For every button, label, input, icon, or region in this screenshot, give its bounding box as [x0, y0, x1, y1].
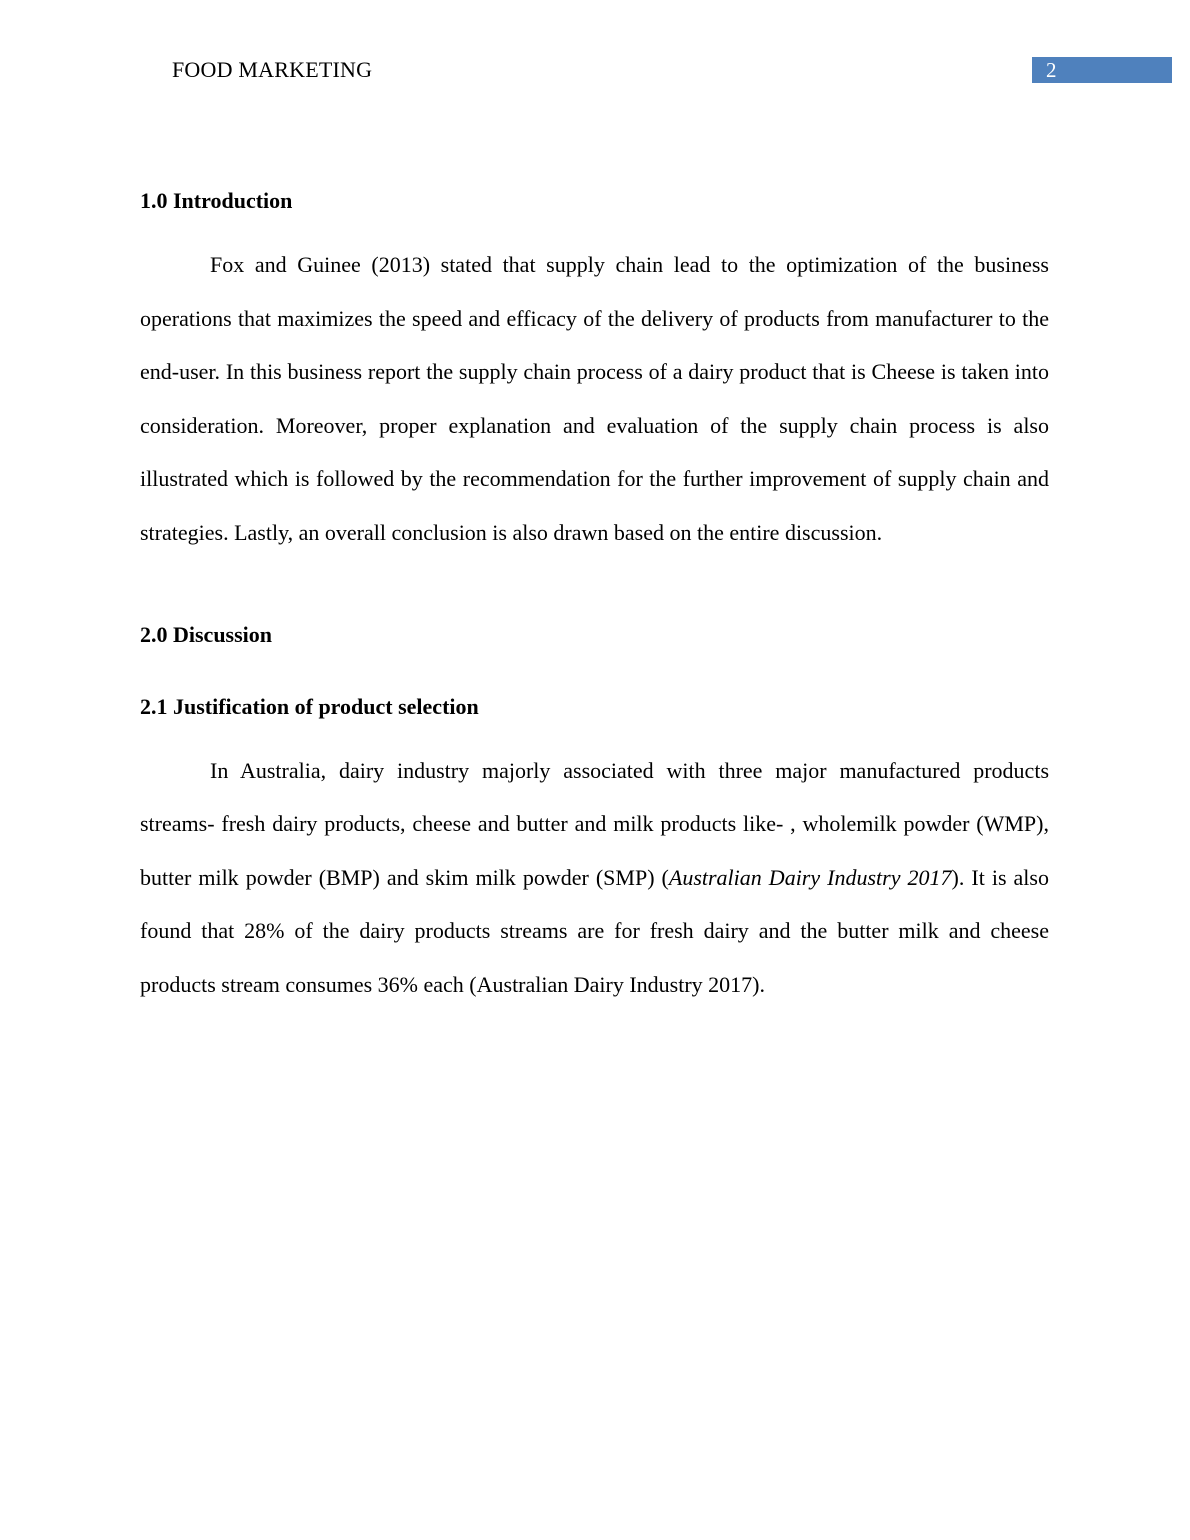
- heading-introduction: 1.0 Introduction: [140, 188, 293, 213]
- paragraph-introduction: Fox and Guinee (2013) stated that supply chain lead to the optimization of the business operations that maximizes the speed and efficacy of the delivery of products from manufacturer to the end-user. In this business report the supply chain process of a dairy product that is Cheese is taken into consideration. Moreover, proper explanation and evaluation of the supply chain process is also illustrated which is followed by the recommendation for the further improvement of supply chain and strategies. Lastly, an overall conclusion is also drawn based on the entire discussion.: [140, 252, 1049, 545]
- paragraph-justification: [140, 744, 1049, 1012]
- paragraph-justification-text-2: ). It is also found that 28% of the dairy products streams are for fresh dairy and the butter milk and cheese products stream consumes 36% each (Australian Dairy Industry 2017).: [140, 864, 1049, 997]
- paragraph-justification-text-1: In Australia, dairy industry majorly associated with three major manufactured products streams- fresh dairy products, cheese and butter and milk products like- , wholemilk powder (WMP), butter milk powder (BMP) and skim milk powder (SMP) (: [140, 757, 1049, 890]
- heading-justification: 2.1 Justification of product selection: [140, 693, 479, 719]
- document-body: [140, 186, 1049, 1012]
- heading-discussion: 2.0 Discussion: [140, 621, 273, 647]
- citation-australian-dairy-industry: Australian Dairy Industry 2017: [668, 864, 952, 890]
- page-number: 2: [1032, 57, 1172, 83]
- running-header-title: FOOD MARKETING: [172, 57, 373, 82]
